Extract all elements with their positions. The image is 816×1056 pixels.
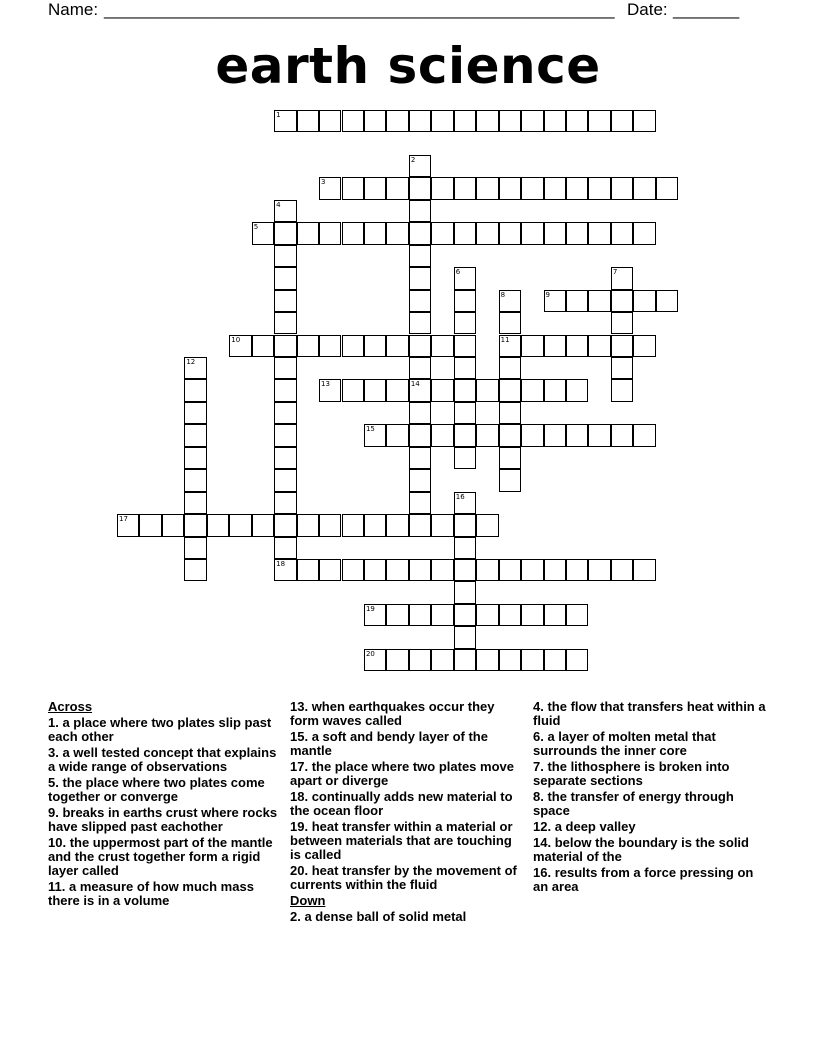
crossword-cell[interactable] <box>454 402 476 424</box>
clue-number: 20 <box>365 649 375 658</box>
crossword-cell[interactable] <box>274 200 296 222</box>
crossword-cell[interactable] <box>274 110 296 132</box>
crossword-cell[interactable] <box>633 559 655 581</box>
crossword-cell[interactable] <box>229 514 251 536</box>
crossword-cell[interactable] <box>342 177 364 199</box>
crossword-cell[interactable] <box>611 222 633 244</box>
crossword-cell[interactable] <box>611 110 633 132</box>
clue-number: 12 <box>186 357 196 366</box>
crossword-cell[interactable] <box>319 514 341 536</box>
crossword-cell[interactable] <box>274 537 296 559</box>
crossword-cell[interactable] <box>431 335 453 357</box>
crossword-cell[interactable] <box>386 514 408 536</box>
clue-item-text: a measure of how much mass there is in a volume <box>48 879 254 908</box>
crossword-cell[interactable] <box>521 379 543 401</box>
crossword-cell[interactable] <box>364 379 386 401</box>
clue-item <box>48 806 284 834</box>
crossword-cell[interactable] <box>274 245 296 267</box>
clue-number: 8 <box>500 290 506 299</box>
crossword-cell[interactable] <box>476 110 498 132</box>
crossword-cell[interactable] <box>454 267 476 289</box>
clue-item-text: the place where two plates come together or converge <box>48 775 265 804</box>
crossword-cell[interactable] <box>409 110 431 132</box>
crossword-cell[interactable] <box>274 335 296 357</box>
crossword-cell[interactable] <box>566 177 588 199</box>
crossword-cell[interactable] <box>521 110 543 132</box>
clue-column-2 <box>290 700 526 926</box>
clue-item <box>533 700 769 728</box>
crossword-cell[interactable] <box>454 424 476 446</box>
crossword-cell[interactable] <box>274 290 296 312</box>
crossword-cell[interactable] <box>499 222 521 244</box>
crossword-cell[interactable] <box>184 379 206 401</box>
crossword-cell[interactable] <box>476 222 498 244</box>
crossword-cell[interactable] <box>364 110 386 132</box>
crossword-cell[interactable] <box>611 267 633 289</box>
crossword-cell[interactable] <box>499 379 521 401</box>
crossword-cell[interactable] <box>499 357 521 379</box>
crossword-cell[interactable] <box>431 424 453 446</box>
crossword-cell[interactable] <box>409 424 431 446</box>
clue-section-heading: Across <box>48 699 93 714</box>
clue-item-text: the flow that transfers heat within a fluid <box>533 699 766 728</box>
crossword-cell[interactable] <box>409 402 431 424</box>
crossword-cell[interactable] <box>409 312 431 334</box>
clue-number: 6 <box>455 268 461 277</box>
clue-item <box>290 790 526 818</box>
crossword-cell[interactable] <box>431 177 453 199</box>
crossword-cell[interactable] <box>454 581 476 603</box>
crossword-cell[interactable] <box>364 649 386 671</box>
crossword-cell[interactable] <box>588 222 610 244</box>
crossword-cell[interactable] <box>521 559 543 581</box>
crossword-cell[interactable] <box>431 379 453 401</box>
crossword-cell[interactable] <box>656 177 678 199</box>
crossword-cell[interactable] <box>274 222 296 244</box>
crossword-cell[interactable] <box>319 110 341 132</box>
crossword-cell[interactable] <box>386 604 408 626</box>
crossword-cell[interactable] <box>409 559 431 581</box>
clue-item-number: 19. <box>290 819 309 834</box>
crossword-cell[interactable] <box>319 222 341 244</box>
clue-item-text: a soft and bendy layer of the mantle <box>290 729 488 758</box>
crossword-cell[interactable] <box>252 514 274 536</box>
crossword-cell[interactable] <box>454 559 476 581</box>
crossword-cell[interactable] <box>588 559 610 581</box>
crossword-cell[interactable] <box>364 335 386 357</box>
crossword-cell[interactable] <box>184 357 206 379</box>
crossword-cell[interactable] <box>342 335 364 357</box>
crossword-cell[interactable] <box>611 357 633 379</box>
clue-item-number: 4. <box>533 699 544 714</box>
crossword-cell[interactable] <box>274 514 296 536</box>
crossword-cell[interactable] <box>544 604 566 626</box>
crossword-cell[interactable] <box>499 110 521 132</box>
crossword-cell[interactable] <box>544 335 566 357</box>
crossword-cell[interactable] <box>386 177 408 199</box>
crossword-cell[interactable] <box>544 110 566 132</box>
crossword-cell[interactable] <box>499 335 521 357</box>
clue-item-text: a dense ball of solid metal <box>300 909 467 924</box>
crossword-cell[interactable] <box>566 604 588 626</box>
crossword-cell[interactable] <box>386 335 408 357</box>
crossword-cell[interactable] <box>364 177 386 199</box>
clue-item <box>533 866 769 894</box>
crossword-cell[interactable] <box>566 424 588 446</box>
crossword-cell[interactable] <box>454 177 476 199</box>
crossword-cell[interactable] <box>184 514 206 536</box>
crossword-cell[interactable] <box>319 559 341 581</box>
crossword-cell[interactable] <box>431 604 453 626</box>
crossword-cell[interactable] <box>409 649 431 671</box>
clue-item-number: 15. <box>290 729 309 744</box>
clue-item-number: 1. <box>48 715 59 730</box>
crossword-cell[interactable] <box>611 290 633 312</box>
clue-number: 4 <box>276 200 281 209</box>
clue-number: 17 <box>119 515 128 524</box>
crossword-cell[interactable] <box>454 379 476 401</box>
crossword-cell[interactable] <box>319 379 341 401</box>
crossword-cell[interactable] <box>409 469 431 491</box>
crossword-cell[interactable] <box>633 290 655 312</box>
crossword-cell[interactable] <box>409 177 431 199</box>
crossword-cell[interactable] <box>184 424 206 446</box>
crossword-cell[interactable] <box>566 649 588 671</box>
crossword-cell[interactable] <box>274 469 296 491</box>
clue-item <box>290 730 526 758</box>
crossword-cell[interactable] <box>274 267 296 289</box>
crossword-cell[interactable] <box>454 649 476 671</box>
crossword-cell[interactable] <box>364 222 386 244</box>
crossword-cell[interactable] <box>342 222 364 244</box>
crossword-cell[interactable] <box>544 177 566 199</box>
crossword-cell[interactable] <box>499 604 521 626</box>
crossword-cell[interactable] <box>431 110 453 132</box>
crossword-cell[interactable] <box>274 559 296 581</box>
crossword-cell[interactable] <box>184 402 206 424</box>
clue-item <box>533 836 769 864</box>
clue-item-number: 3. <box>48 745 59 760</box>
crossword-cell[interactable] <box>633 424 655 446</box>
crossword-cell[interactable] <box>274 492 296 514</box>
crossword-cell[interactable] <box>566 222 588 244</box>
crossword-cell[interactable] <box>476 559 498 581</box>
crossword-cell[interactable] <box>566 379 588 401</box>
crossword-cell[interactable] <box>499 447 521 469</box>
crossword-cell[interactable] <box>139 514 161 536</box>
crossword-cell[interactable] <box>431 649 453 671</box>
clue-item-number: 11. <box>48 879 66 894</box>
crossword-cell[interactable] <box>409 290 431 312</box>
crossword-cell[interactable] <box>409 447 431 469</box>
clue-number: 1 <box>276 111 281 119</box>
crossword-cell[interactable] <box>297 514 319 536</box>
crossword-cell[interactable] <box>162 514 184 536</box>
clue-item-number: 6. <box>533 729 544 744</box>
crossword-cell[interactable] <box>588 110 610 132</box>
crossword-cell[interactable] <box>611 177 633 199</box>
clue-item <box>290 700 526 728</box>
clue-number: 13 <box>321 380 330 389</box>
clue-item-text: a place where two plates slip past each other <box>48 715 272 744</box>
crossword-cell[interactable] <box>544 290 566 312</box>
crossword-cell[interactable] <box>611 559 633 581</box>
clue-item-text: below the boundary is the solid material of the <box>533 835 749 864</box>
crossword-cell[interactable] <box>431 559 453 581</box>
clue-item-number: 12. <box>533 819 552 834</box>
crossword-cell[interactable] <box>588 290 610 312</box>
crossword-cell[interactable] <box>454 514 476 536</box>
crossword-cell[interactable] <box>274 312 296 334</box>
crossword-cell[interactable] <box>342 379 364 401</box>
crossword-cell[interactable] <box>454 537 476 559</box>
clue-number: 3 <box>321 178 326 187</box>
crossword-cell[interactable] <box>409 514 431 536</box>
crossword-cell[interactable] <box>633 177 655 199</box>
clue-item-number: 20. <box>290 863 309 878</box>
date-line[interactable]: _______ <box>673 0 740 19</box>
crossword-cell[interactable] <box>207 514 229 536</box>
crossword-cell[interactable] <box>499 290 521 312</box>
clue-number: 9 <box>545 290 551 299</box>
crossword-cell[interactable] <box>588 424 610 446</box>
clue-item <box>290 864 526 892</box>
clue-item <box>533 820 769 834</box>
clue-item-text: when earthquakes occur they form waves called <box>290 699 495 728</box>
crossword-cell[interactable] <box>274 447 296 469</box>
crossword-cell[interactable] <box>544 424 566 446</box>
crossword-cell[interactable] <box>566 335 588 357</box>
clue-number: 14 <box>410 380 420 389</box>
crossword-cell[interactable] <box>566 290 588 312</box>
crossword-cell[interactable] <box>499 424 521 446</box>
crossword-cell[interactable] <box>544 222 566 244</box>
clue-item-number: 5. <box>48 775 59 790</box>
clue-item <box>48 880 284 908</box>
crossword-cell[interactable] <box>364 514 386 536</box>
crossword-cell[interactable] <box>499 649 521 671</box>
clue-number: 16 <box>455 492 465 501</box>
crossword-cell[interactable] <box>633 335 655 357</box>
clue-number: 10 <box>231 335 241 344</box>
crossword-cell[interactable] <box>184 447 206 469</box>
clue-item-number: 8. <box>533 789 544 804</box>
clue-item <box>48 836 284 878</box>
crossword-cell[interactable] <box>297 559 319 581</box>
crossword-cell[interactable] <box>454 492 476 514</box>
crossword-cell[interactable] <box>364 424 386 446</box>
clue-column-1 <box>48 700 284 910</box>
crossword-cell[interactable] <box>431 514 453 536</box>
crossword-cell[interactable] <box>499 312 521 334</box>
crossword-cell[interactable] <box>274 357 296 379</box>
crossword-cell[interactable] <box>566 110 588 132</box>
clue-item <box>533 790 769 818</box>
crossword-cell[interactable] <box>521 649 543 671</box>
crossword-cell[interactable] <box>409 267 431 289</box>
crossword-cell[interactable] <box>633 222 655 244</box>
crossword-cell[interactable] <box>611 312 633 334</box>
crossword-cell[interactable] <box>499 402 521 424</box>
clue-item-number: 18. <box>290 789 309 804</box>
crossword-cell[interactable] <box>588 335 610 357</box>
crossword-cell[interactable] <box>454 357 476 379</box>
crossword-cell[interactable] <box>454 604 476 626</box>
crossword-cell[interactable] <box>386 424 408 446</box>
crossword-cell[interactable] <box>252 222 274 244</box>
crossword-cell[interactable] <box>588 177 610 199</box>
clue-number: 11 <box>500 335 510 344</box>
clue-item <box>48 746 284 774</box>
crossword-cell[interactable] <box>184 537 206 559</box>
crossword-cell[interactable] <box>656 290 678 312</box>
clue-item-number: 2. <box>290 909 301 924</box>
crossword-cell[interactable] <box>274 424 296 446</box>
crossword-cell[interactable] <box>252 335 274 357</box>
crossword-cell[interactable] <box>409 379 431 401</box>
crossword-cell[interactable] <box>454 447 476 469</box>
clue-number: 7 <box>612 268 618 277</box>
crossword-cell[interactable] <box>476 649 498 671</box>
clue-item-number: 7. <box>533 759 544 774</box>
crossword-cell[interactable] <box>454 335 476 357</box>
clue-number: 2 <box>410 155 416 164</box>
clue-number: 5 <box>253 223 259 232</box>
crossword-cell[interactable] <box>409 335 431 357</box>
crossword-cell[interactable] <box>611 424 633 446</box>
clue-item-number: 16. <box>533 865 552 880</box>
crossword-cell[interactable] <box>364 559 386 581</box>
crossword-cell[interactable] <box>521 335 543 357</box>
crossword-cell[interactable] <box>409 155 431 177</box>
clue-item-text: the lithosphere is broken into separate sections <box>533 759 730 788</box>
crossword-cell[interactable] <box>274 402 296 424</box>
crossword-cell[interactable] <box>544 649 566 671</box>
crossword-cell[interactable] <box>476 604 498 626</box>
crossword-cell[interactable] <box>297 222 319 244</box>
clue-item-number: 17. <box>290 759 309 774</box>
crossword-cell[interactable] <box>386 559 408 581</box>
clue-item <box>533 760 769 788</box>
crossword-cell[interactable] <box>386 222 408 244</box>
crossword-cell[interactable] <box>409 604 431 626</box>
crossword-cell[interactable] <box>117 514 139 536</box>
crossword-cell[interactable] <box>454 626 476 648</box>
crossword-cell[interactable] <box>409 200 431 222</box>
crossword-cell[interactable] <box>229 335 251 357</box>
crossword-cell[interactable] <box>476 177 498 199</box>
crossword-cell[interactable] <box>319 335 341 357</box>
crossword-cell[interactable] <box>521 177 543 199</box>
crossword-cell[interactable] <box>297 335 319 357</box>
crossword-cell[interactable] <box>454 290 476 312</box>
crossword-cell[interactable] <box>342 559 364 581</box>
crossword-cell[interactable] <box>409 245 431 267</box>
crossword-cell[interactable] <box>566 559 588 581</box>
clue-item-text: the place where two plates move apart or diverge <box>290 759 514 788</box>
clue-number: 15 <box>365 425 375 434</box>
clue-item-number: 9. <box>48 805 59 820</box>
crossword-cell[interactable] <box>297 110 319 132</box>
crossword-cell[interactable] <box>184 492 206 514</box>
clue-item-text: a deep valley <box>551 819 636 834</box>
crossword-cell[interactable] <box>454 312 476 334</box>
date-label: Date: <box>627 0 673 19</box>
crossword-cell[interactable] <box>454 110 476 132</box>
crossword-cell[interactable] <box>386 649 408 671</box>
crossword-cell[interactable] <box>319 177 341 199</box>
crossword-cell[interactable] <box>476 514 498 536</box>
crossword-cell[interactable] <box>544 559 566 581</box>
crossword-cell[interactable] <box>409 357 431 379</box>
crossword-cell[interactable] <box>409 492 431 514</box>
clue-item-text: heat transfer within a material or between materials that are touching is called <box>290 819 513 862</box>
crossword-cell[interactable] <box>521 604 543 626</box>
name-line[interactable]: ______________________________________________________ <box>104 0 615 19</box>
clue-item <box>48 716 284 744</box>
crossword-cell[interactable] <box>476 424 498 446</box>
clue-number: 19 <box>365 604 375 613</box>
clue-item-text: a well tested concept that explains a wide range of observations <box>48 745 277 774</box>
clue-item-text: a layer of molten metal that surrounds the inner core <box>533 729 716 758</box>
crossword-cell[interactable] <box>499 469 521 491</box>
clue-item <box>48 776 284 804</box>
crossword-cell[interactable] <box>409 222 431 244</box>
clue-item <box>290 910 526 924</box>
clue-item-number: 14. <box>533 835 552 850</box>
crossword-cell[interactable] <box>386 110 408 132</box>
clue-item-number: 10. <box>48 835 67 850</box>
crossword-cell[interactable] <box>611 335 633 357</box>
clue-item-text: the uppermost part of the mantle and the crust together form a rigid layer called <box>48 835 273 878</box>
crossword-cell[interactable] <box>521 424 543 446</box>
crossword-cell[interactable] <box>364 604 386 626</box>
clue-item-text: the transfer of energy through space <box>533 789 734 818</box>
clue-item-text: heat transfer by the movement of currents within the fluid <box>290 863 517 892</box>
crossword-cell[interactable] <box>274 379 296 401</box>
clue-item-text: breaks in earths crust where rocks have slipped past eachother <box>48 805 278 834</box>
crossword-cell[interactable] <box>184 559 206 581</box>
crossword-cell[interactable] <box>499 177 521 199</box>
crossword-cell[interactable] <box>184 469 206 491</box>
crossword-cell[interactable] <box>386 379 408 401</box>
crossword-cell[interactable] <box>476 379 498 401</box>
crossword-cell[interactable] <box>499 559 521 581</box>
clue-item <box>290 760 526 788</box>
clue-item <box>533 730 769 758</box>
clue-item <box>290 820 526 862</box>
crossword-cell[interactable] <box>521 222 543 244</box>
name-label: Name: <box>48 0 103 19</box>
clue-section-heading: Down <box>290 893 326 908</box>
clue-item-number: 13. <box>290 699 309 714</box>
crossword-cell[interactable] <box>454 222 476 244</box>
crossword-cell[interactable] <box>431 222 453 244</box>
clue-column-3 <box>533 700 769 896</box>
clue-number: 18 <box>276 560 286 568</box>
crossword-cell[interactable] <box>544 379 566 401</box>
crossword-cell[interactable] <box>342 110 364 132</box>
clue-item-text: results from a force pressing on an area <box>533 865 754 894</box>
crossword-cell[interactable] <box>342 514 364 536</box>
crossword-cell[interactable] <box>611 379 633 401</box>
crossword-cell[interactable] <box>633 110 655 132</box>
clue-item-text: continually adds new material to the ocean floor <box>290 789 513 818</box>
page-title: earth science <box>215 37 601 95</box>
